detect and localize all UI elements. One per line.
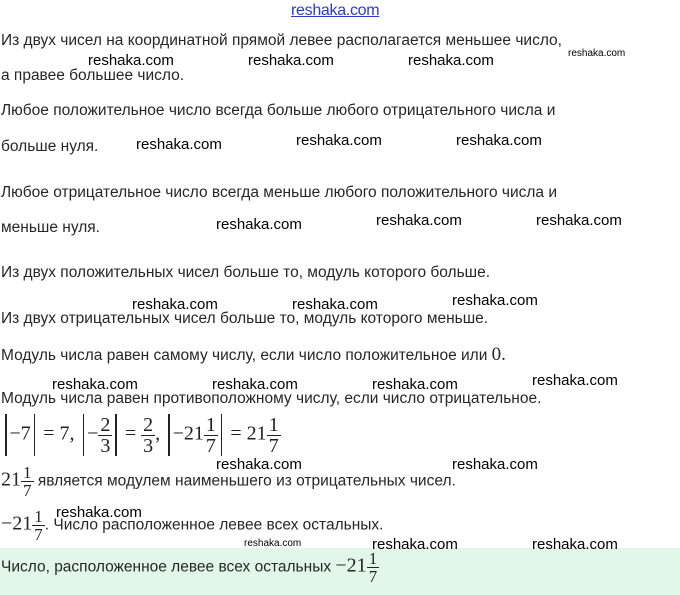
modulus-examples (2, 414, 281, 456)
abs3-equals: = 21 (230, 422, 267, 445)
watermark: reshaka.com (52, 376, 138, 393)
fraction: $\frac{1}{7}$ (368, 549, 378, 586)
rule-paragraph-6-text: Модуль числа равен самому числу, если число положительное или (1, 347, 488, 364)
rule-paragraph-5: Из двух отрицательных чисел больше то, модуль которого меньше. (1, 310, 489, 327)
rule-paragraph-2-line-1: Любое положительное число всегда больше любого отрицательного числа и (1, 102, 556, 119)
abs2-equals: = (124, 422, 137, 445)
watermark: reshaka.com (248, 52, 334, 69)
statement-1-text: является модулем наименьшего из отрицательных чисел. (37, 472, 456, 490)
rule-paragraph-3-line-1: Любое отрицательное число всегда меньше любого положительного числа и (1, 184, 558, 201)
watermark: reshaka.com (244, 538, 302, 549)
watermark: reshaka.com (296, 132, 382, 149)
abs-bar (115, 414, 117, 456)
watermark: reshaka.com (212, 376, 298, 393)
watermark: reshaka.com (408, 52, 494, 69)
watermark: reshaka.com (456, 132, 542, 149)
watermark: reshaka.com (452, 456, 538, 473)
watermark: reshaka.com (532, 372, 618, 389)
watermark: reshaka.com (292, 296, 378, 313)
watermark: reshaka.com (216, 216, 302, 233)
watermark: reshaka.com (216, 456, 302, 473)
fraction: $\frac{1}{7}$ (268, 413, 279, 457)
watermark: reshaka.com (132, 296, 218, 313)
watermark: reshaka.com (372, 376, 458, 393)
rule-paragraph-2-line-2: больше нуля. (1, 138, 99, 155)
watermark: reshaka.com (56, 504, 142, 521)
watermark: reshaka.com (536, 212, 622, 229)
answer-text: Число, расположенное левее всех остальных (1, 558, 332, 576)
abs1-inner: −7 (9, 422, 31, 445)
statement-1-whole: 21 (1, 468, 21, 491)
rule-paragraph-1-line-2: а правее большее число. (1, 67, 185, 84)
rule-paragraph-1-line-1: Из двух чисел на координатной прямой левее располагается меньшее число, (1, 32, 562, 49)
watermark: reshaka.com (136, 136, 222, 153)
comma: , (155, 422, 161, 445)
watermark: reshaka.com (568, 48, 626, 59)
abs-bar (83, 414, 85, 456)
rule-paragraph-3-line-2: меньше нуля. (1, 219, 100, 236)
watermark: reshaka.com (372, 536, 458, 553)
answer-box (0, 548, 680, 595)
abs-bar (168, 414, 170, 456)
answer-whole: −21 (335, 554, 367, 577)
abs-bar (34, 414, 36, 456)
fraction: $\frac{2}{3}$ (100, 413, 111, 457)
rule-paragraph-6 (1, 344, 506, 366)
site-link[interactable]: reshaka.com (291, 2, 380, 19)
abs2-minus: − (87, 422, 99, 445)
answer-line (1, 550, 379, 585)
zero-value: 0. (491, 344, 506, 365)
fraction: $\frac{1}{7}$ (205, 413, 216, 457)
rule-paragraph-7: Модуль числа равен противоположному числу, если число отрицательное. (1, 390, 542, 407)
watermark: reshaka.com (532, 536, 618, 553)
rule-paragraph-4: Из двух положительных чисел больше то, модуль которого больше. (1, 264, 491, 281)
statement-2-whole: −21 (1, 512, 33, 535)
statement-2-text: . Число расположенное левее всех остальных. (44, 516, 384, 534)
fraction: $\frac{2}{3}$ (143, 413, 154, 457)
watermark: reshaka.com (88, 52, 174, 69)
watermark: reshaka.com (376, 212, 462, 229)
watermark: reshaka.com (452, 292, 538, 309)
abs-bar (5, 414, 7, 456)
abs-bar (221, 414, 223, 456)
abs1-equals: = 7, (43, 422, 75, 445)
fraction: $\frac{1}{7}$ (23, 463, 32, 500)
abs3-whole: −21 (172, 422, 204, 445)
fraction: $\frac{1}{7}$ (34, 507, 43, 544)
